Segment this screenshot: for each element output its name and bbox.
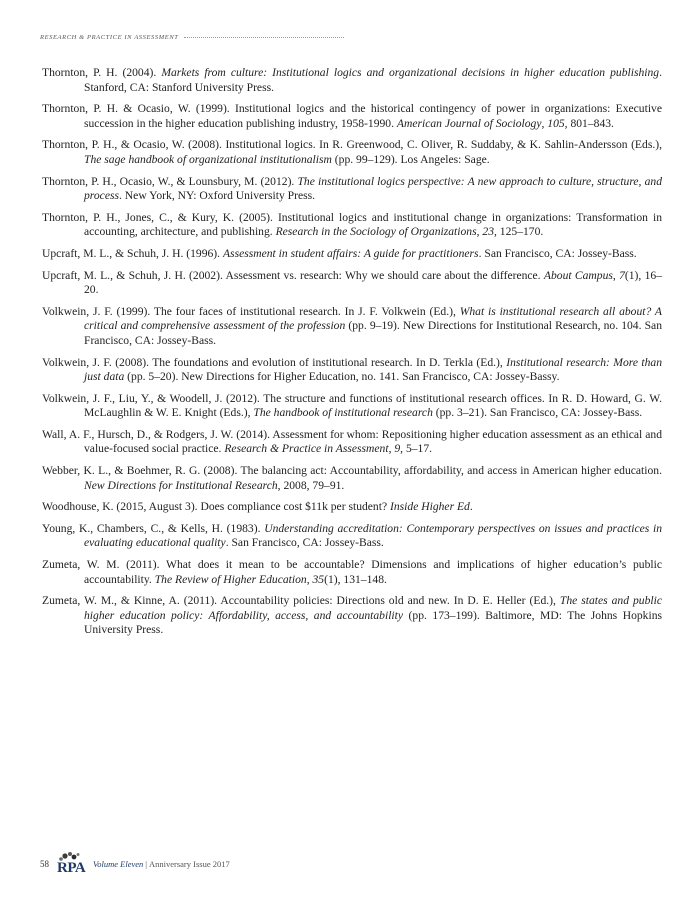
reference-italic-text: Research in the Sociology of Organizations <box>275 225 477 239</box>
reference-text: Thornton, P. H. (2004). <box>42 66 162 79</box>
reference-text: Upcraft, M. L., & Schuh, J. H. (1996). <box>42 246 223 260</box>
reference-text: , <box>612 268 620 282</box>
reference-text: . <box>469 500 473 514</box>
reference-text: (pp. 5–20). New Directions for Higher Education, no. 141. San Francisco, CA: Jossey-Bassy. <box>124 370 560 384</box>
reference-text: Volkwein, J. F. (2008). The foundations and evolution of institutional research. In D. Terkla (Ed.), <box>42 355 507 369</box>
footer-separator: | <box>145 859 147 869</box>
reference-text: Thornton, P. H., Jones, C., & Kury, K. (2005). Institutional logics and institutional change in organizations: Transformation in accounting, architecture, and publishing. <box>42 210 662 239</box>
reference-text: . San Francisco, CA: Jossey-Bass. <box>478 246 637 260</box>
reference-entry <box>42 428 662 457</box>
reference-italic-text: Markets from culture: Institutional logics and organizational decisions in higher education publishing <box>161 66 660 79</box>
reference-entry <box>42 500 662 515</box>
page-footer <box>40 851 230 877</box>
reference-entry <box>42 392 662 421</box>
rpa-logo <box>55 851 89 877</box>
reference-entry <box>42 464 662 493</box>
reference-italic-text: Research & Practice in Assessment <box>224 442 389 456</box>
reference-entry <box>42 66 662 95</box>
reference-text: , 125–170. <box>494 225 544 239</box>
reference-italic-text: 7 <box>619 268 625 282</box>
reference-text: . San Francisco, CA: Jossey-Bass. <box>225 536 384 550</box>
reference-text: (pp. 9–19). New Directions for Institutional Research, no. 104. San Francisco, CA: Jossey-Bass. <box>84 319 663 347</box>
reference-text: (1), 131–148. <box>324 572 387 586</box>
reference-italic-text: The handbook of institutional research <box>253 406 433 420</box>
reference-italic-text: Institutional research: More than just data <box>84 355 662 384</box>
reference-text: , <box>388 442 395 456</box>
reference-text: Thornton, P. H., & Ocasio, W. (2008). Institutional logics. In R. Greenwood, C. Oliver, R. Suddaby, & K. Sahlin-Andersson (Eds.), <box>42 138 662 152</box>
reference-text: (pp. 173–199). Baltimore, MD: The Johns Hopkins University Press. <box>84 608 662 637</box>
reference-entry <box>42 356 662 385</box>
reference-list <box>42 66 662 645</box>
reference-text: , <box>476 225 483 239</box>
reference-text: , 801–843. <box>564 116 614 130</box>
reference-italic-text: The states and public higher education policy: Affordability, access, and accountability <box>84 594 662 622</box>
reference-text: Wall, A. F., Hursch, D., & Rodgers, J. W. (2014). Assessment for whom: Repositioning higher education assessment as an ethical and value-focused social practice. <box>42 427 662 456</box>
reference-text: Woodhouse, K. (2015, August 3). Does compliance cost $11k per student? <box>42 500 390 514</box>
reference-italic-text: 23 <box>482 225 494 239</box>
reference-text: . Stanford, CA: Stanford University Press. <box>84 66 662 94</box>
reference-entry <box>42 558 662 587</box>
journal-title: RESEARCH & PRACTICE IN ASSESSMENT <box>40 34 179 41</box>
reference-text: (pp. 3–21). San Francisco, CA: Jossey-Bass. <box>432 406 643 420</box>
reference-italic-text: 9 <box>394 442 401 456</box>
reference-entry <box>42 102 662 131</box>
reference-entry <box>42 594 662 638</box>
reference-italic-text: 35 <box>312 572 325 586</box>
reference-text: , <box>306 572 313 586</box>
logo-text: RPA <box>57 860 86 876</box>
reference-text: , <box>541 116 548 130</box>
reference-entry <box>42 305 662 349</box>
reference-entry <box>42 247 662 262</box>
reference-text: Upcraft, M. L., & Schuh, J. H. (2002). Assessment vs. research: Why we should care about the difference. <box>42 268 544 282</box>
reference-text: . New York, NY: Oxford University Press. <box>119 189 316 203</box>
reference-entry <box>42 269 662 298</box>
reference-italic-text: About Campus <box>543 268 613 282</box>
reference-italic-text: The sage handbook of organizational institutionalism <box>84 152 332 166</box>
reference-text: Thornton, P. H. & Ocasio, W. (1999). Institutional logics and the historical contingency of power in organizations: Executive succession in the higher education publishing industry, 1958-1990. <box>42 102 662 130</box>
page-number: 58 <box>40 859 49 869</box>
reference-text: , 2008, 79–91. <box>277 478 345 492</box>
reference-italic-text: American Journal of Sociology <box>396 116 542 130</box>
reference-entry <box>42 138 662 167</box>
reference-italic-text: What is institutional research all about? A critical and comprehensive assessment of the profession <box>84 304 662 333</box>
reference-entry <box>42 211 662 240</box>
issue-label: Anniversary Issue 2017 <box>148 859 230 869</box>
reference-italic-text: Assessment in student affairs: A guide for practitioners <box>222 246 479 260</box>
reference-italic-text: 105 <box>547 116 565 130</box>
reference-text: Volkwein, J. F., Liu, Y., & Woodell, J. (2012). The structure and functions of institutional research offices. In R. D. Howard, G. W. McLaughlin & W. E. Knight (Eds.), <box>42 391 662 420</box>
reference-text: Zumeta, W. M., & Kinne, A. (2011). Accountability policies: Directions old and new. In D. E. Heller (Ed.), <box>42 594 560 608</box>
reference-entry <box>42 175 662 204</box>
reference-entry <box>42 522 662 551</box>
reference-italic-text: The Review of Higher Education <box>154 572 307 586</box>
reference-text: Webber, K. L., & Boehmer, R. G. (2008). The balancing act: Accountability, affordability, and access in American higher education. <box>42 464 662 478</box>
reference-text: Zumeta, W. M. (2011). What does it mean to be accountable? Dimensions and implications of higher education’s public accountability. <box>42 558 662 586</box>
running-header <box>40 34 344 41</box>
reference-italic-text: The institutional logics perspective: A new approach to culture, structure, and process <box>84 174 662 203</box>
reference-text: (1), 16–20. <box>84 268 662 297</box>
reference-italic-text: Understanding accreditation: Contemporary perspectives on issues and practices in evaluating educational quality <box>84 521 662 550</box>
reference-text: Volkwein, J. F. (1999). The four faces of institutional research. In J. F. Volkwein (Ed.), <box>42 304 460 318</box>
reference-italic-text: New Directions for Institutional Research <box>84 478 278 492</box>
header-dotted-rule <box>184 37 344 39</box>
reference-text: , 5–17. <box>400 442 433 456</box>
reference-text: Young, K., Chambers, C., & Kells, H. (1983). <box>42 521 265 535</box>
reference-text: Thornton, P. H., Ocasio, W., & Lounsbury, M. (2012). <box>42 174 298 188</box>
volume-label: Volume Eleven <box>93 859 144 869</box>
reference-italic-text: Inside Higher Ed <box>390 500 470 514</box>
reference-text: (pp. 99–129). Los Angeles: Sage. <box>331 152 490 166</box>
